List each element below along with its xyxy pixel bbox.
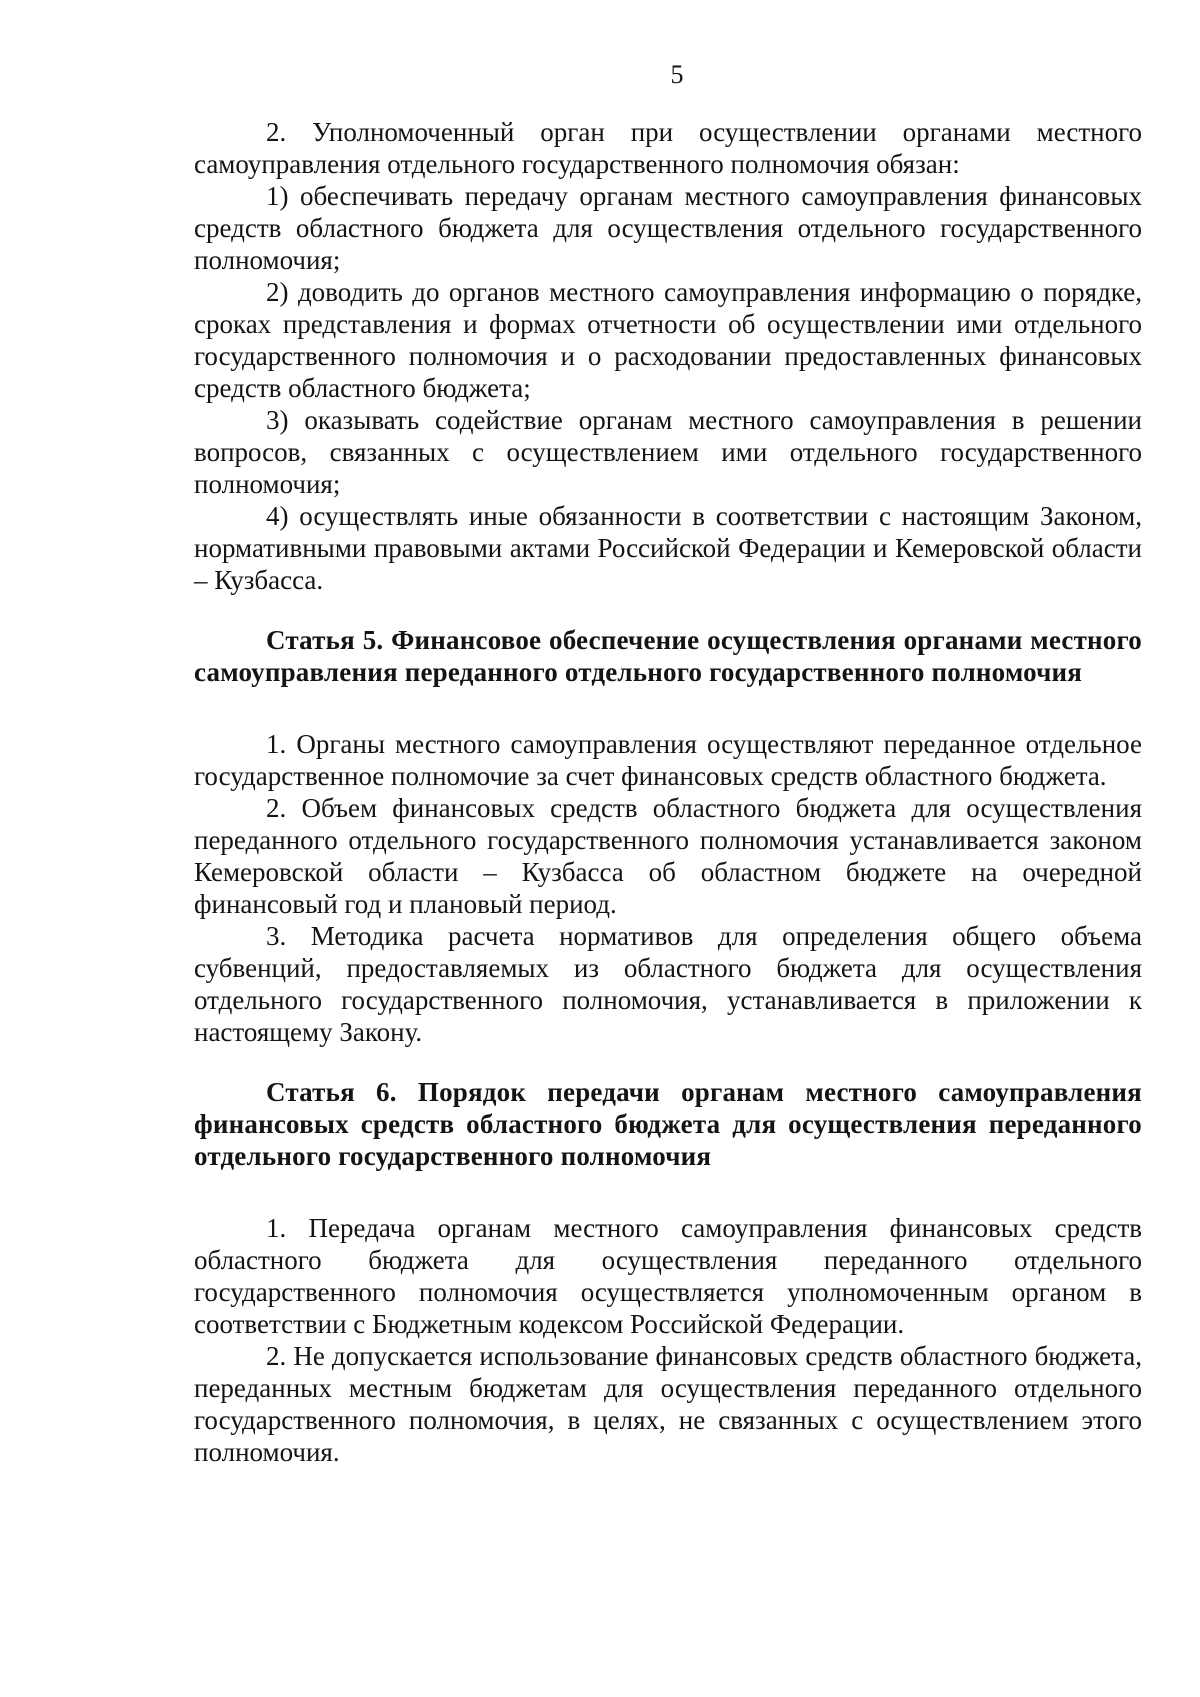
spacer [194,688,1142,728]
obligations-section [194,116,1142,596]
spacer [194,1048,1142,1076]
document-body [194,116,1142,1468]
paragraph-obligation-2: 2) доводить до органов местного самоуправления информацию о порядке, сроках представления и формах отчетности об осуществлении ими отдельного государственного полномочия и о расходовании предоставленных финансовых средств областного бюджета; [194,277,1142,403]
article-5-paragraph-2: 2. Объем финансовых средств областного бюджета для осуществления переданного отдельного государственного полномочия устанавливается законом Кемеровской области – Кузбасса об областном бюджете на очередной финансовый год и плановый период. [194,793,1142,919]
page-number: 5 [670,60,684,89]
article-5-paragraph-3: 3. Методика расчета нормативов для определения общего объема субвенций, предоставляемых из областного бюджета для осуществления отдельного государственного полномочия, устанавливается в приложении к настоящему Закону. [194,921,1142,1047]
paragraph-obligations-intro: 2. Уполномоченный орган при осуществлении органами местного самоуправления отдельного государственного полномочия обязан: [194,117,1142,179]
article-5 [194,624,1142,1048]
spacer [194,1172,1142,1212]
article-6 [194,1076,1142,1468]
paragraph-obligation-4: 4) осуществлять иные обязанности в соответствии с настоящим Законом, нормативными правовыми актами Российской Федерации и Кемеровской области – Кузбасса. [194,501,1142,595]
article-5-paragraph-1: 1. Органы местного самоуправления осуществляют переданное отдельное государственное полномочие за счет финансовых средств областного бюджета. [194,729,1142,791]
paragraph-obligation-3: 3) оказывать содействие органам местного самоуправления в решении вопросов, связанных с осуществлением ими отдельного государственного полномочия; [194,405,1142,499]
article-6-paragraph-2: 2. Не допускается использование финансовых средств областного бюджета, переданных местным бюджетам для осуществления переданного отдельного государственного полномочия, в целях, не связанных с осуществлением этого полномочия. [194,1341,1142,1467]
article-6-paragraph-1: 1. Передача органам местного самоуправления финансовых средств областного бюджета для осуществления переданного отдельного государственного полномочия осуществляется уполномоченным органом в соответствии с Бюджетным кодексом Российской Федерации. [194,1213,1142,1339]
paragraph-obligation-1: 1) обеспечивать передачу органам местного самоуправления финансовых средств областного бюджета для осуществления отдельного государственного полномочия; [194,181,1142,275]
spacer [194,596,1142,624]
article-6-heading: Статья 6. Порядок передачи органам местного самоуправления финансовых средств областного бюджета для осуществления переданного отдельного государственного полномочия [194,1077,1142,1171]
article-5-heading: Статья 5. Финансовое обеспечение осуществления органами местного самоуправления переданного отдельного государственного полномочия [194,625,1142,687]
